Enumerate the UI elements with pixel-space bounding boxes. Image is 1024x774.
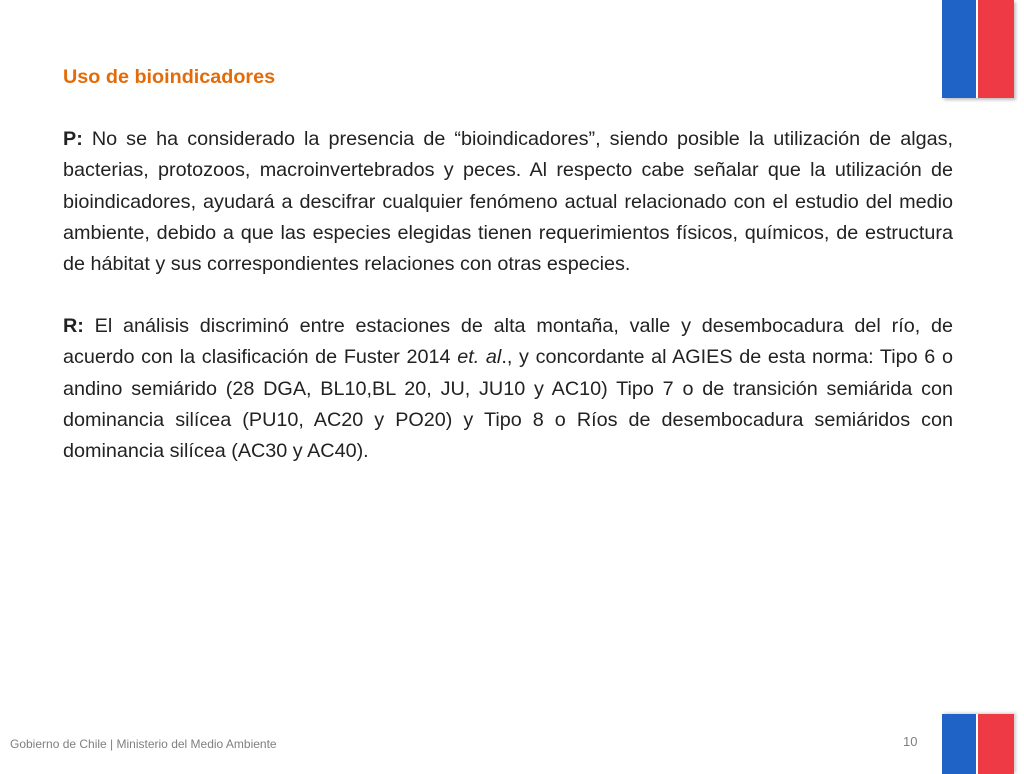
flag-red-stripe: [978, 714, 1014, 774]
question-paragraph: [63, 124, 953, 280]
question-text: No se ha considerado la presencia de “bioindicadores”, siendo posible la utilización de algas, bacterias, protozoos, macroinvertebrados y peces. Al respecto cabe señalar que la utilización de bioindicadores, ayudará a descifrar cualquier fenómeno actual relacionado con el estudio del medio ambiente, debido a que las especies elegidas tienen requerimientos físicos, químicos, de estructura de hábitat y sus correspondientes relaciones con otras especies.: [63, 128, 953, 276]
page-number: 10: [903, 734, 918, 749]
answer-paragraph: [63, 311, 953, 467]
answer-label: R:: [63, 315, 84, 338]
slide-heading: Uso de bioindicadores: [63, 66, 276, 88]
answer-text-before: El análisis discriminó entre estaciones de alta montaña, valle y desembocadura del río, de acuerdo con la clasificación de Fuster 2014: [63, 315, 953, 369]
slide-content: [63, 62, 953, 467]
footer-text: Gobierno de Chile | Ministerio del Medio Ambiente: [10, 737, 277, 751]
flag-logo-bottom: [942, 714, 1014, 774]
answer-italic: et. al: [457, 346, 502, 369]
flag-red-stripe: [978, 0, 1014, 98]
answer-text-after: ., y concordante al AGIES de esta norma: Tipo 6 o andino semiárido (28 DGA, BL10,BL 20, JU, JU10 y AC10) Tipo 7 o de transición semiárida con dominancia silícea (PU10, AC20 y PO20) y Tipo 8 o Ríos de desembocadura semiáridos con dominancia silícea (AC30 y AC40).: [63, 346, 953, 463]
flag-blue-stripe: [942, 714, 976, 774]
question-label: P:: [63, 128, 83, 151]
